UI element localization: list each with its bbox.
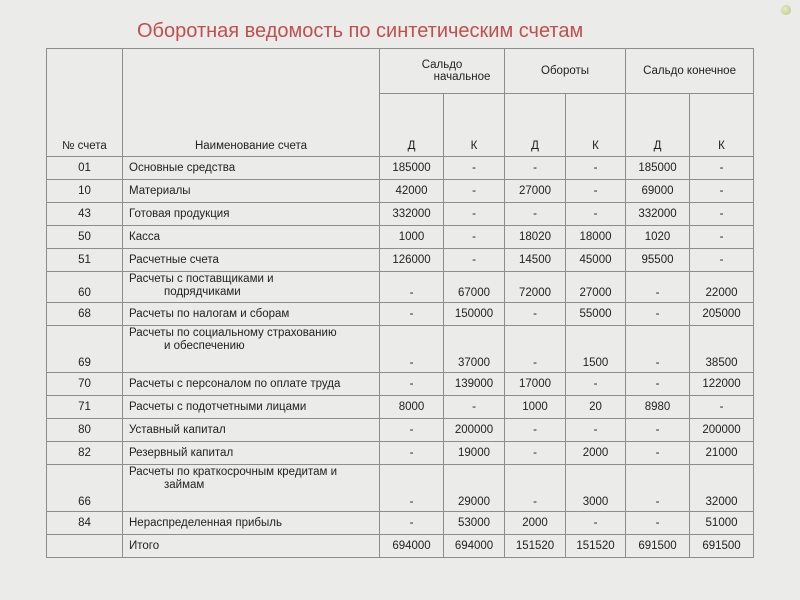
table-row <box>47 512 754 535</box>
credit-value: 20 <box>566 396 626 419</box>
credit-value: - <box>444 396 505 419</box>
credit-value: 51000 <box>690 512 754 535</box>
credit-value: 21000 <box>690 442 754 465</box>
credit-value: - <box>690 396 754 419</box>
account-name-line: подрядчиками <box>164 286 241 298</box>
credit-value: - <box>444 226 505 249</box>
account-number: 68 <box>47 303 123 326</box>
account-number: 10 <box>47 180 123 203</box>
debit-value: - <box>505 442 566 465</box>
account-number: 69 <box>47 326 123 373</box>
header-debit: Д <box>505 94 566 157</box>
account-name-line: Основные средства <box>129 162 236 174</box>
debit-value: 27000 <box>505 180 566 203</box>
debit-value: 17000 <box>505 373 566 396</box>
account-name-line: займам <box>164 479 205 491</box>
credit-value: 19000 <box>444 442 505 465</box>
header-credit: К <box>566 94 626 157</box>
account-name <box>123 226 380 249</box>
account-name-line: Материалы <box>129 185 191 197</box>
table-row <box>47 203 754 226</box>
header-debit: Д <box>626 94 690 157</box>
credit-value: 200000 <box>444 419 505 442</box>
debit-value: - <box>626 465 690 512</box>
credit-value: 150000 <box>444 303 505 326</box>
account-name-line: Уставный капитал <box>129 424 226 436</box>
account-name <box>123 180 380 203</box>
credit-value: - <box>690 249 754 272</box>
account-number <box>47 535 123 558</box>
header-account-name: Наименование счета <box>123 49 380 157</box>
decorative-circle-icon <box>781 5 791 15</box>
table-row <box>47 180 754 203</box>
debit-value: 185000 <box>626 157 690 180</box>
account-name <box>123 535 380 558</box>
debit-value: - <box>626 373 690 396</box>
account-name-line: Расчеты с поставщиками и <box>129 273 274 285</box>
debit-value: 694000 <box>380 535 444 558</box>
table-row <box>47 249 754 272</box>
debit-value: - <box>505 203 566 226</box>
credit-value: - <box>566 512 626 535</box>
credit-value: 691500 <box>690 535 754 558</box>
credit-value: - <box>566 373 626 396</box>
account-name-line: Нераспределенная прибыль <box>129 517 282 529</box>
debit-value: 332000 <box>380 203 444 226</box>
debit-value: 691500 <box>626 535 690 558</box>
debit-value: - <box>505 157 566 180</box>
table-row <box>47 157 754 180</box>
table-row <box>47 226 754 249</box>
credit-value: - <box>690 157 754 180</box>
credit-value: - <box>690 203 754 226</box>
account-name <box>123 512 380 535</box>
table-row <box>47 396 754 419</box>
account-name-line: Расчеты по краткосрочным кредитам и <box>129 466 338 478</box>
account-number: 84 <box>47 512 123 535</box>
debit-value: 151520 <box>505 535 566 558</box>
debit-value: 95500 <box>626 249 690 272</box>
debit-value: - <box>626 303 690 326</box>
credit-value: 29000 <box>444 465 505 512</box>
credit-value: 67000 <box>444 272 505 303</box>
account-number: 50 <box>47 226 123 249</box>
table-row <box>47 442 754 465</box>
header-opening-balance: Сальдо начальное <box>380 49 505 94</box>
credit-value: 55000 <box>566 303 626 326</box>
account-name-line: и обеспечению <box>164 340 245 352</box>
debit-value: - <box>626 512 690 535</box>
account-name <box>123 373 380 396</box>
debit-value: - <box>505 303 566 326</box>
debit-value: - <box>626 272 690 303</box>
credit-value: 38500 <box>690 326 754 373</box>
debit-value: - <box>505 326 566 373</box>
debit-value: - <box>626 326 690 373</box>
account-name <box>123 203 380 226</box>
account-number: 66 <box>47 465 123 512</box>
account-name-line: Итого <box>129 540 160 552</box>
account-number: 60 <box>47 272 123 303</box>
debit-value: 72000 <box>505 272 566 303</box>
account-name-line: Расчеты с подотчетными лицами <box>129 401 307 413</box>
credit-value: 2000 <box>566 442 626 465</box>
credit-value: 694000 <box>444 535 505 558</box>
account-name <box>123 442 380 465</box>
credit-value: - <box>566 203 626 226</box>
credit-value: 18000 <box>566 226 626 249</box>
header-credit: К <box>444 94 505 157</box>
debit-value: - <box>380 272 444 303</box>
credit-value: 139000 <box>444 373 505 396</box>
debit-value: - <box>380 442 444 465</box>
account-name-line: Касса <box>129 231 160 243</box>
account-number: 51 <box>47 249 123 272</box>
turnover-table <box>46 48 754 558</box>
credit-value: - <box>690 226 754 249</box>
debit-value: 126000 <box>380 249 444 272</box>
account-name-line: Расчеты с персоналом по оплате труда <box>129 378 341 390</box>
header-debit: Д <box>380 94 444 157</box>
debit-value: 2000 <box>505 512 566 535</box>
debit-value: - <box>380 419 444 442</box>
table-row <box>47 272 754 303</box>
table-row <box>47 419 754 442</box>
account-name-line: Расчеты по социальному страхованию <box>129 327 337 339</box>
credit-value: - <box>444 180 505 203</box>
header-account-number: № счета <box>47 49 123 157</box>
credit-value: 22000 <box>690 272 754 303</box>
header-turnover: Обороты <box>505 49 626 94</box>
credit-value: - <box>690 180 754 203</box>
credit-value: 122000 <box>690 373 754 396</box>
account-name <box>123 303 380 326</box>
account-number: 43 <box>47 203 123 226</box>
table-body <box>47 157 754 558</box>
debit-value: 332000 <box>626 203 690 226</box>
credit-value: 53000 <box>444 512 505 535</box>
credit-value: 1500 <box>566 326 626 373</box>
account-name-line: Расчеты по налогам и сборам <box>129 308 290 320</box>
account-number: 80 <box>47 419 123 442</box>
debit-value: 18020 <box>505 226 566 249</box>
account-name-line: Готовая продукция <box>129 208 230 220</box>
account-name <box>123 157 380 180</box>
credit-value: 37000 <box>444 326 505 373</box>
debit-value: 69000 <box>626 180 690 203</box>
header-credit: К <box>690 94 754 157</box>
debit-value: 42000 <box>380 180 444 203</box>
credit-value: 3000 <box>566 465 626 512</box>
credit-value: - <box>566 419 626 442</box>
debit-value: 8000 <box>380 396 444 419</box>
account-number: 71 <box>47 396 123 419</box>
credit-value: 32000 <box>690 465 754 512</box>
account-number: 01 <box>47 157 123 180</box>
credit-value: 151520 <box>566 535 626 558</box>
credit-value: - <box>444 157 505 180</box>
account-name <box>123 249 380 272</box>
table-row <box>47 326 754 373</box>
account-name <box>123 396 380 419</box>
debit-value: - <box>626 442 690 465</box>
debit-value: 8980 <box>626 396 690 419</box>
table-row <box>47 373 754 396</box>
debit-value: - <box>626 419 690 442</box>
table-row <box>47 303 754 326</box>
table-row <box>47 535 754 558</box>
page-title: Оборотная ведомость по синтетическим счетам <box>137 20 584 42</box>
debit-value: - <box>380 326 444 373</box>
credit-value: 200000 <box>690 419 754 442</box>
account-name <box>123 465 380 512</box>
account-name <box>123 326 380 373</box>
credit-value: 27000 <box>566 272 626 303</box>
credit-value: - <box>566 157 626 180</box>
account-number: 82 <box>47 442 123 465</box>
debit-value: - <box>505 419 566 442</box>
credit-value: - <box>566 180 626 203</box>
credit-value: 45000 <box>566 249 626 272</box>
debit-value: - <box>380 465 444 512</box>
account-name <box>123 419 380 442</box>
account-name-line: Расчетные счета <box>129 254 219 266</box>
credit-value: - <box>444 203 505 226</box>
table-row <box>47 465 754 512</box>
account-name <box>123 272 380 303</box>
credit-value: - <box>444 249 505 272</box>
debit-value: 14500 <box>505 249 566 272</box>
debit-value: - <box>505 465 566 512</box>
account-name-line: Резервный капитал <box>129 447 234 459</box>
debit-value: 185000 <box>380 157 444 180</box>
debit-value: - <box>380 512 444 535</box>
credit-value: 205000 <box>690 303 754 326</box>
debit-value: 1000 <box>505 396 566 419</box>
debit-value: 1020 <box>626 226 690 249</box>
debit-value: - <box>380 373 444 396</box>
account-number: 70 <box>47 373 123 396</box>
header-closing-balance: Сальдо конечное <box>626 49 754 94</box>
debit-value: - <box>380 303 444 326</box>
debit-value: 1000 <box>380 226 444 249</box>
